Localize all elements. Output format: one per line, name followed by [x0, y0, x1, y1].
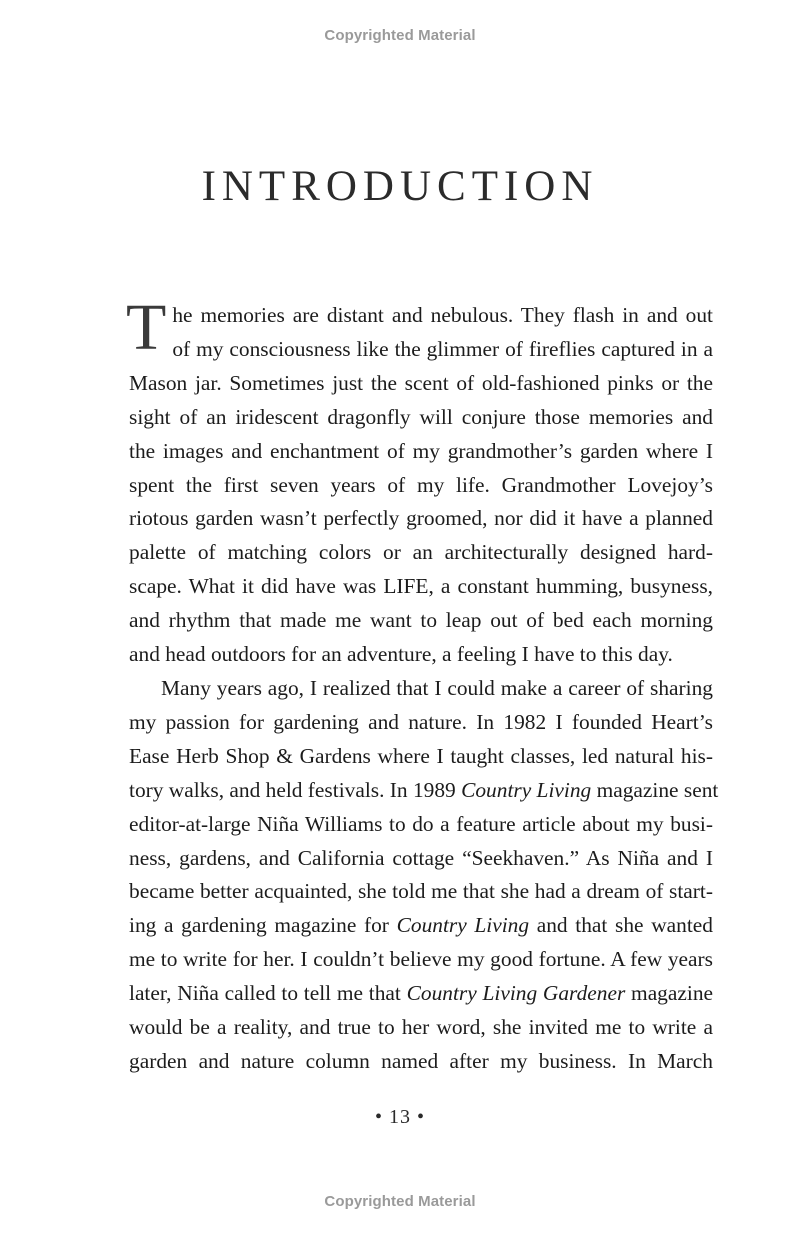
text-line: editor-at-large Niña Williams to do a feature article about my busi-	[129, 811, 713, 836]
text-run: magazine sent	[591, 777, 719, 802]
text-line: of my consciousness like the glimmer of fireflies captured in a	[172, 336, 713, 361]
text-line: and rhythm that made me want to leap out of bed each morning	[129, 608, 713, 633]
text-line: sight of an iridescent dragonfly will conjure those memories and	[129, 404, 713, 429]
magazine-title: Country Living	[461, 777, 592, 802]
text-line: Many years ago, I realized that I could make a career of sharing	[161, 675, 713, 700]
drop-cap: T	[126, 291, 167, 364]
text-line: ness, gardens, and California cottage “Seekhaven.” As Niña and I	[129, 845, 713, 870]
text-run: later, Niña called to tell me that	[129, 981, 407, 1006]
text-line: Mason jar. Sometimes just the scent of old-fashioned pinks or the	[129, 370, 713, 395]
text-line: became better acquainted, she told me that she had a dream of start-	[129, 879, 713, 904]
text-line: the images and enchantment of my grandmother’s garden where I	[129, 438, 713, 463]
page-number: • 13 •	[374, 1106, 425, 1128]
text-line: and head outdoors for an adventure, a feeling I have to this day.	[129, 642, 673, 667]
copyright-watermark-bottom: Copyrighted Material	[324, 1193, 476, 1210]
text-line: scape. What it did have was LIFE, a constant humming, busyness,	[129, 574, 713, 599]
magazine-title: Country Living	[396, 913, 530, 938]
text-run: magazine	[625, 981, 714, 1006]
text-line: me to write for her. I couldn’t believe my good fortune. A few years	[129, 947, 713, 972]
copyright-watermark-top: Copyrighted Material	[324, 27, 476, 44]
text-line	[129, 774, 719, 808]
text-run: ing a gardening magazine for	[129, 913, 397, 938]
text-line: he memories are distant and nebulous. They flash in and out	[172, 303, 713, 327]
magazine-title: Country Living Gardener	[406, 981, 626, 1006]
text-line: would be a reality, and true to her word, she invited me to write a	[129, 1015, 713, 1040]
body-text	[126, 291, 719, 1079]
text-run: and that she wanted	[529, 913, 713, 938]
text-line: my passion for gardening and nature. In 1982 I founded Heart’s	[129, 709, 713, 734]
paragraph-2	[129, 672, 719, 1079]
text-line: palette of matching colors or an architecturally designed hard-	[129, 540, 713, 565]
paragraph-1	[126, 291, 713, 672]
text-run: tory walks, and held festivals. In 1989	[129, 777, 462, 802]
text-line: riotous garden wasn’t perfectly groomed, nor did it have a planned	[129, 506, 713, 531]
text-line	[129, 909, 713, 943]
text-line	[129, 977, 713, 1011]
text-line: Ease Herb Shop & Gardens where I taught classes, led natural his-	[129, 743, 713, 768]
text-line: spent the first seven years of my life. Grandmother Lovejoy’s	[129, 472, 713, 497]
chapter-title: INTRODUCTION	[201, 163, 599, 210]
text-line: garden and nature column named after my business. In March	[129, 1048, 713, 1073]
